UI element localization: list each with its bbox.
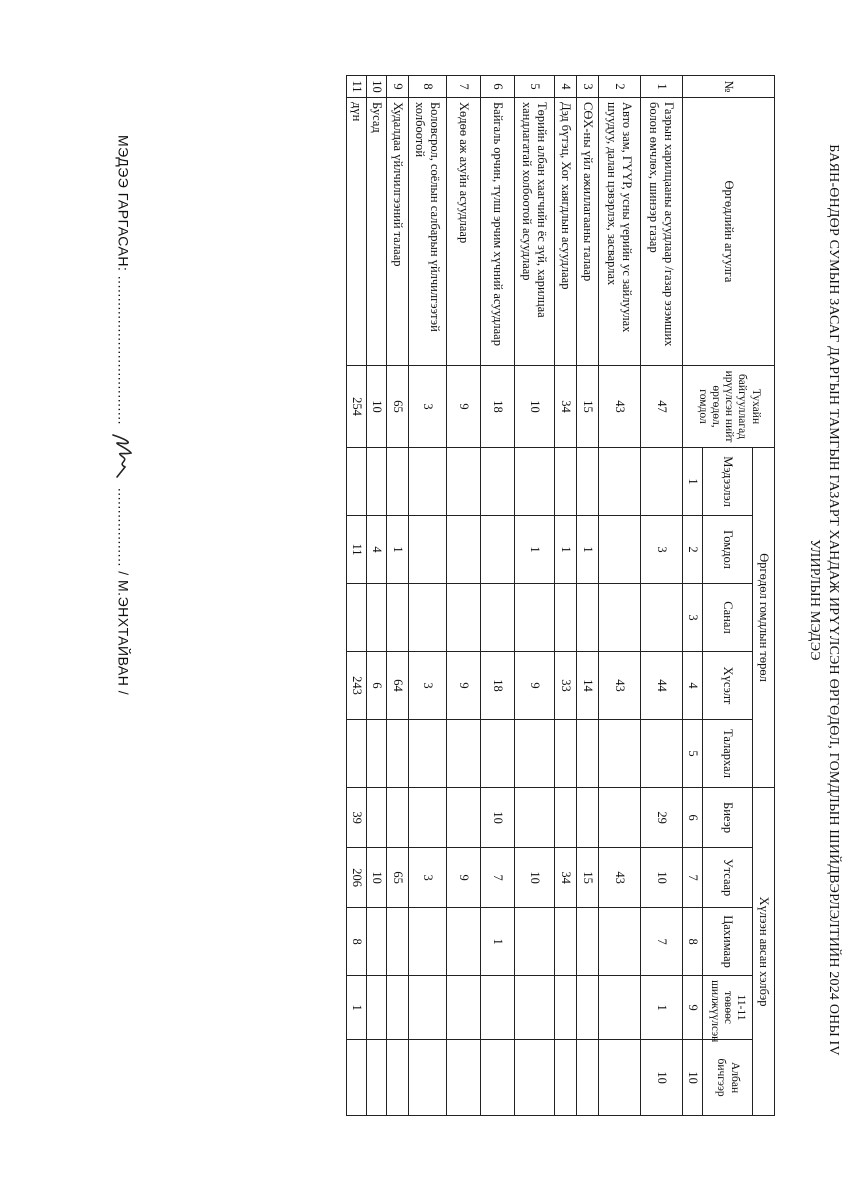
row-total: 10 [367, 366, 387, 448]
row-cell-3 [347, 584, 367, 652]
row-cell-3 [447, 584, 481, 652]
row-cell-2 [599, 516, 641, 584]
header-result-1: Биеэр [703, 788, 753, 848]
row-cell-9 [599, 976, 641, 1040]
row-cell-7: 10 [515, 848, 555, 908]
row-cell-9 [387, 976, 409, 1040]
row-subject: Газрын харилцааны асуудлаар /газар эзэмших болон өмчлөх, шинээр газар [641, 98, 683, 366]
signature-dots-left: .................................. [115, 275, 132, 426]
row-subject: Хөдөө аж ахуйн асуудлаар [447, 98, 481, 366]
column-number-7: 7 [683, 848, 703, 908]
row-cell-7: 15 [577, 848, 599, 908]
row-cell-6 [599, 788, 641, 848]
handwritten-signature [107, 431, 137, 481]
row-subject: Байгаль орчин, түлш эрчим хүчний асуудлаар [481, 98, 515, 366]
row-cell-1 [387, 448, 409, 516]
row-cell-5 [641, 720, 683, 788]
row-cell-9: 1 [347, 976, 367, 1040]
row-total: 47 [641, 366, 683, 448]
row-cell-7: 206 [347, 848, 367, 908]
row-cell-3 [515, 584, 555, 652]
header-subject: Өргөдлийн агуулга [683, 98, 775, 366]
row-cell-8 [409, 908, 447, 976]
row-cell-3 [577, 584, 599, 652]
row-cell-8: 1 [481, 908, 515, 976]
row-cell-4: 33 [555, 652, 577, 720]
row-total: 43 [599, 366, 641, 448]
row-total: 34 [555, 366, 577, 448]
header-result-4: 11-11 төвөөс шилжүүлсэн [703, 976, 753, 1040]
row-subject: Төрийн албан хаагчийн ёс зүй, харилцаа хандлагатай холбоотой асуудлаар [515, 98, 555, 366]
row-cell-7: 43 [599, 848, 641, 908]
row-cell-2: 1 [555, 516, 577, 584]
column-number-2: 2 [683, 516, 703, 584]
row-cell-4: 9 [447, 652, 481, 720]
row-cell-3 [555, 584, 577, 652]
row-total: 254 [347, 366, 367, 448]
row-number: 8 [409, 76, 447, 98]
row-number: 5 [515, 76, 555, 98]
row-number: 9 [387, 76, 409, 98]
row-cell-4: 43 [599, 652, 641, 720]
row-subject: Боловсрол, соёлын салбарын үйлчилгээтэй холбоотой [409, 98, 447, 366]
row-number: 4 [555, 76, 577, 98]
row-cell-5 [409, 720, 447, 788]
row-subject: Авто зам, ГҮҮР, усны үерийн ус зайлуулах шуудуу, далан цэвэрлэх, засварлах [599, 98, 641, 366]
row-cell-6: 10 [481, 788, 515, 848]
report-title-line1: БАЯН-ӨНДӨР СУМЫН ЗАСАГ ДАРГЫН ТАМГЫН ГАЗАРТ ХАНДАЖ ИРҮҮЛСЭН ӨРГӨДӨЛ, ГОМДЛЫН ШИЙДВЭРЛЭЛТИЙН 2024 ОНЫ IV [826, 144, 841, 1056]
row-cell-10: 10 [641, 1040, 683, 1116]
row-cell-8 [515, 908, 555, 976]
row-cell-10 [387, 1040, 409, 1116]
signature-dots-right: .................. [115, 487, 132, 567]
header-result-3: Цахимаар [703, 908, 753, 976]
row-cell-4: 14 [577, 652, 599, 720]
row-cell-9 [577, 976, 599, 1040]
table-row [641, 76, 683, 1116]
row-cell-4: 44 [641, 652, 683, 720]
header-type-5: Талархал [703, 720, 753, 788]
row-cell-8 [387, 908, 409, 976]
row-cell-2: 11 [347, 516, 367, 584]
row-number: 1 [641, 76, 683, 98]
row-cell-9: 1 [641, 976, 683, 1040]
row-cell-9 [481, 976, 515, 1040]
row-cell-1 [481, 448, 515, 516]
table-row [515, 76, 555, 1116]
column-number-3: 3 [683, 584, 703, 652]
row-cell-5 [555, 720, 577, 788]
header-no: № [683, 76, 775, 98]
table-row [367, 76, 387, 1116]
row-cell-10 [599, 1040, 641, 1116]
prepared-by-label: МЭДЭЭ ГАРГАСАН: [115, 135, 132, 272]
header-result-2: Утсаар [703, 848, 753, 908]
row-cell-5 [481, 720, 515, 788]
complaints-report-table [346, 75, 775, 1116]
row-cell-7: 7 [481, 848, 515, 908]
row-cell-9 [447, 976, 481, 1040]
row-cell-6: 39 [347, 788, 367, 848]
row-cell-5 [387, 720, 409, 788]
row-cell-5 [577, 720, 599, 788]
row-total: 10 [515, 366, 555, 448]
row-total: 9 [447, 366, 481, 448]
row-cell-2: 1 [577, 516, 599, 584]
row-cell-5 [599, 720, 641, 788]
row-cell-7: 9 [447, 848, 481, 908]
table-row [599, 76, 641, 1116]
row-cell-8 [555, 908, 577, 976]
row-cell-7: 10 [367, 848, 387, 908]
row-cell-2: 3 [641, 516, 683, 584]
row-cell-4: 3 [409, 652, 447, 720]
header-result-5: Албан бичгээр [703, 1040, 753, 1116]
row-total: 3 [409, 366, 447, 448]
row-cell-2 [447, 516, 481, 584]
row-number: 11 [347, 76, 367, 98]
row-cell-8 [577, 908, 599, 976]
signer-name: / М.ЭНХТАЙВАН / [115, 571, 132, 696]
row-cell-1 [447, 448, 481, 516]
row-number: 10 [367, 76, 387, 98]
row-cell-2: 1 [387, 516, 409, 584]
row-total: 18 [481, 366, 515, 448]
row-cell-1 [555, 448, 577, 516]
row-cell-5 [367, 720, 387, 788]
report-title-line2: УЛИРЛЫН МЭДЭЭ [807, 539, 822, 661]
row-total: 65 [387, 366, 409, 448]
row-cell-8 [599, 908, 641, 976]
row-cell-2: 1 [515, 516, 555, 584]
row-cell-10 [347, 1040, 367, 1116]
row-cell-8 [367, 908, 387, 976]
table-row [481, 76, 515, 1116]
row-cell-1 [599, 448, 641, 516]
row-cell-1 [367, 448, 387, 516]
row-cell-7: 34 [555, 848, 577, 908]
row-cell-1 [577, 448, 599, 516]
row-number: 7 [447, 76, 481, 98]
row-cell-10 [447, 1040, 481, 1116]
row-cell-4: 9 [515, 652, 555, 720]
row-cell-6 [515, 788, 555, 848]
header-type-4: Хүсэлт [703, 652, 753, 720]
row-cell-9 [367, 976, 387, 1040]
row-cell-8: 7 [641, 908, 683, 976]
header-type-1: Мэдээлэл [703, 448, 753, 516]
row-cell-9 [555, 976, 577, 1040]
row-cell-6 [409, 788, 447, 848]
row-cell-5 [515, 720, 555, 788]
row-cell-3 [481, 584, 515, 652]
row-cell-2: 4 [367, 516, 387, 584]
row-cell-2 [409, 516, 447, 584]
header-type-2: Гомдол [703, 516, 753, 584]
row-cell-7: 10 [641, 848, 683, 908]
row-number: 2 [599, 76, 641, 98]
row-cell-2 [481, 516, 515, 584]
row-cell-6 [577, 788, 599, 848]
row-cell-7: 65 [387, 848, 409, 908]
table-row [387, 76, 409, 1116]
row-cell-10 [367, 1040, 387, 1116]
row-cell-5 [347, 720, 367, 788]
row-cell-4: 243 [347, 652, 367, 720]
column-number-4: 4 [683, 652, 703, 720]
signature-line [107, 135, 137, 1035]
row-cell-5 [447, 720, 481, 788]
row-cell-3 [409, 584, 447, 652]
table-row [347, 76, 367, 1116]
row-cell-4: 6 [367, 652, 387, 720]
table-row [447, 76, 481, 1116]
row-cell-6 [447, 788, 481, 848]
row-cell-8: 8 [347, 908, 367, 976]
row-cell-10 [481, 1040, 515, 1116]
row-subject: дүн [347, 98, 367, 366]
column-number-8: 8 [683, 908, 703, 976]
row-cell-10 [555, 1040, 577, 1116]
column-number-1: 1 [683, 448, 703, 516]
header-result-group: Хүлээн авсан хэлбэр [753, 788, 775, 1116]
row-cell-6 [387, 788, 409, 848]
row-cell-1 [515, 448, 555, 516]
row-cell-3 [387, 584, 409, 652]
row-cell-6: 29 [641, 788, 683, 848]
row-cell-4: 64 [387, 652, 409, 720]
row-cell-10 [515, 1040, 555, 1116]
header-total: Тухайн байгууллагад ирүүлсэн нийт өргөдөл, гомдол [683, 366, 775, 448]
row-subject: Худалдаа үйлчилгээний талаар [387, 98, 409, 366]
row-cell-4: 18 [481, 652, 515, 720]
column-number-9: 9 [683, 976, 703, 1040]
row-cell-3 [367, 584, 387, 652]
row-cell-10 [577, 1040, 599, 1116]
row-cell-10 [409, 1040, 447, 1116]
row-cell-3 [599, 584, 641, 652]
row-cell-3 [641, 584, 683, 652]
row-subject: Бусад [367, 98, 387, 366]
table-row [409, 76, 447, 1116]
row-cell-6 [367, 788, 387, 848]
column-number-5: 5 [683, 720, 703, 788]
column-number-10: 10 [683, 1040, 703, 1116]
row-cell-8 [447, 908, 481, 976]
table-row [577, 76, 599, 1116]
row-cell-6 [555, 788, 577, 848]
row-subject: Дэд бүтэц, Хог хаягдлын асуудлаар [555, 98, 577, 366]
row-total: 15 [577, 366, 599, 448]
row-cell-1 [409, 448, 447, 516]
row-cell-7: 3 [409, 848, 447, 908]
row-subject: СӨХ-ны үйл ажиллагааны талаар [577, 98, 599, 366]
row-cell-9 [515, 976, 555, 1040]
table-row [555, 76, 577, 1116]
row-cell-1 [641, 448, 683, 516]
row-number: 6 [481, 76, 515, 98]
row-number: 3 [577, 76, 599, 98]
column-number-6: 6 [683, 788, 703, 848]
row-cell-1 [347, 448, 367, 516]
row-cell-9 [409, 976, 447, 1040]
header-type-group: Өргөдөл гомдлын төрөл [753, 448, 775, 788]
header-type-3: Санал [703, 584, 753, 652]
